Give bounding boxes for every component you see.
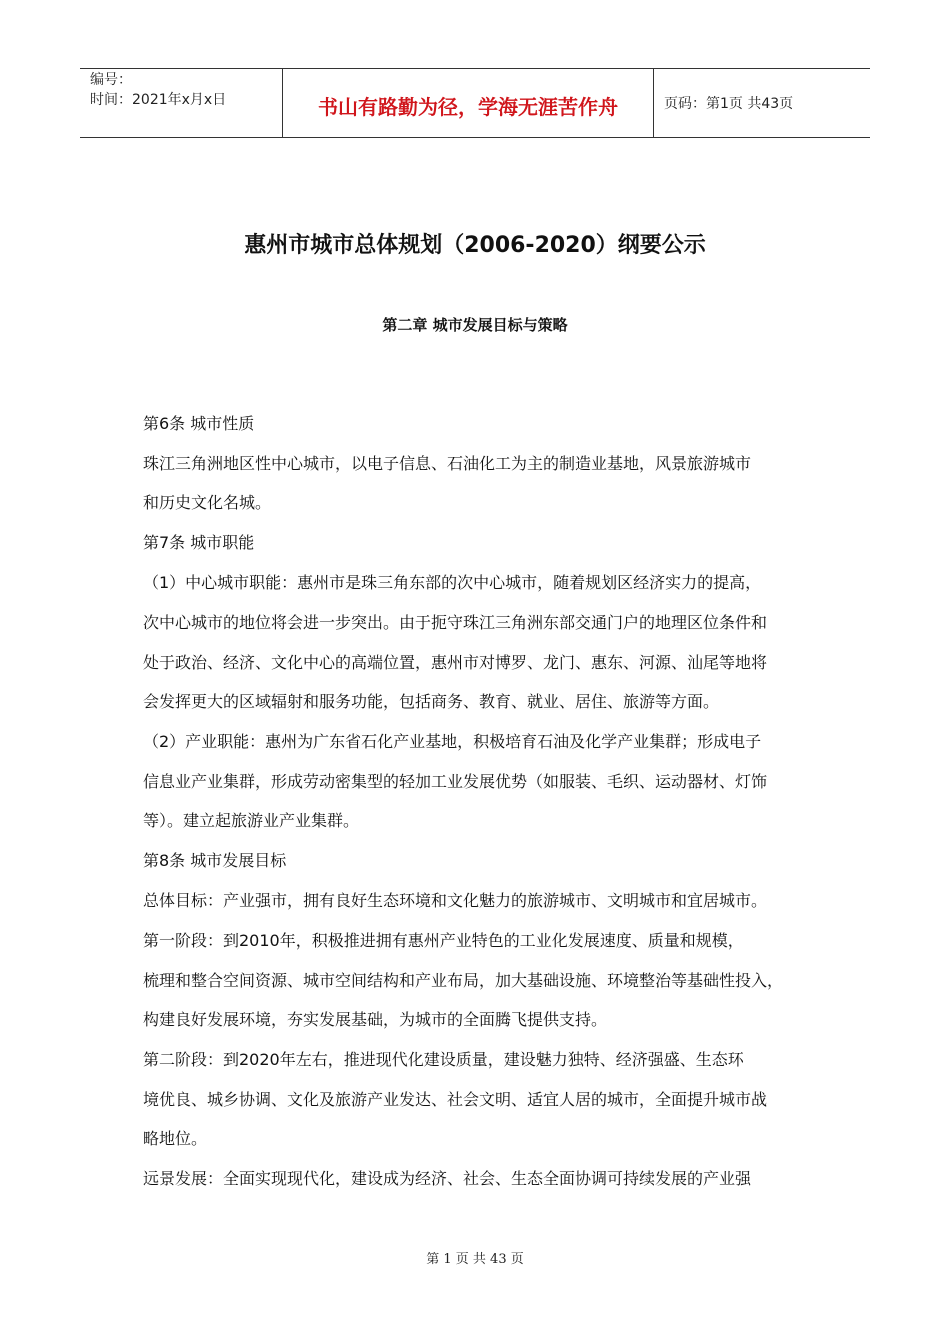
body-line: 第一阶段：到2010年，积极推进拥有惠州产业特色的工业化发展速度、质量和规模， [143, 931, 744, 950]
header-table [80, 68, 870, 138]
motto: 书山有路勤为径，学海无涯苦作舟 [318, 95, 618, 119]
body-line: 等）。建立起旅游业产业集群。 [143, 811, 360, 830]
number-label: 编号： [90, 72, 132, 88]
time-label: 时间：2021年x月x日 [90, 92, 227, 108]
header-middle-cell [282, 69, 654, 137]
body-line: 处于政治、经济、文化中心的高端位置，惠州市对博罗、龙门、惠东、河源、汕尾等地将 [143, 653, 768, 672]
page-footer: 第 1 页 共 43 页 [426, 1252, 524, 1267]
body-line: 远景发展：全面实现现代化，建设成为经济、社会、生态全面协调可持续发展的产业强 [143, 1169, 752, 1188]
body-line: 构建良好发展环境，夯实发展基础，为城市的全面腾飞提供支持。 [143, 1010, 608, 1029]
body-line: 信息业产业集群，形成劳动密集型的轻加工业发展优势（如服装、毛织、运动器材、灯饰 [143, 772, 768, 791]
body-line: 总体目标：产业强市，拥有良好生态环境和文化魅力的旅游城市、文明城市和宜居城市。 [143, 891, 768, 910]
body-line: 梳理和整合空间资源、城市空间结构和产业布局，加大基础设施、环境整治等基础性投入， [143, 971, 784, 990]
body-line: （2）产业职能：惠州为广东省石化产业基地，积极培育石油及化学产业集群；形成电子 [143, 732, 762, 751]
body-line: 第二阶段：到2020年左右，推进现代化建设质量，建设魅力独特、经济强盛、生态环 [143, 1050, 744, 1069]
chapter-heading: 第二章 城市发展目标与策略 [382, 316, 568, 334]
body-line: 第7条 城市职能 [143, 533, 255, 552]
body-line: 珠江三角洲地区性中心城市，以电子信息、石油化工为主的制造业基地，风景旅游城市 [143, 454, 752, 473]
page-info: 页码：第1页 共43页 [664, 96, 794, 112]
body-line: 第8条 城市发展目标 [143, 851, 287, 870]
body-line: 次中心城市的地位将会进一步突出。由于扼守珠江三角洲东部交通门户的地理区位条件和 [143, 613, 768, 632]
body-line: 会发挥更大的区域辐射和服务功能，包括商务、教育、就业、居住、旅游等方面。 [143, 692, 720, 711]
header-right-cell [654, 69, 870, 137]
document-title: 惠州市城市总体规划（2006-2020）纲要公示 [244, 233, 706, 258]
body-line: 第6条 城市性质 [143, 414, 255, 433]
body-line: 境优良、城乡协调、文化及旅游产业发达、社会文明、适宜人居的城市，全面提升城市战 [143, 1090, 768, 1109]
body-line: 和历史文化名城。 [143, 493, 272, 512]
body-line: 略地位。 [143, 1129, 208, 1148]
body-line: （1）中心城市职能：惠州市是珠三角东部的次中心城市，随着规划区经济实力的提高， [143, 573, 762, 592]
header-left-cell [80, 69, 282, 137]
